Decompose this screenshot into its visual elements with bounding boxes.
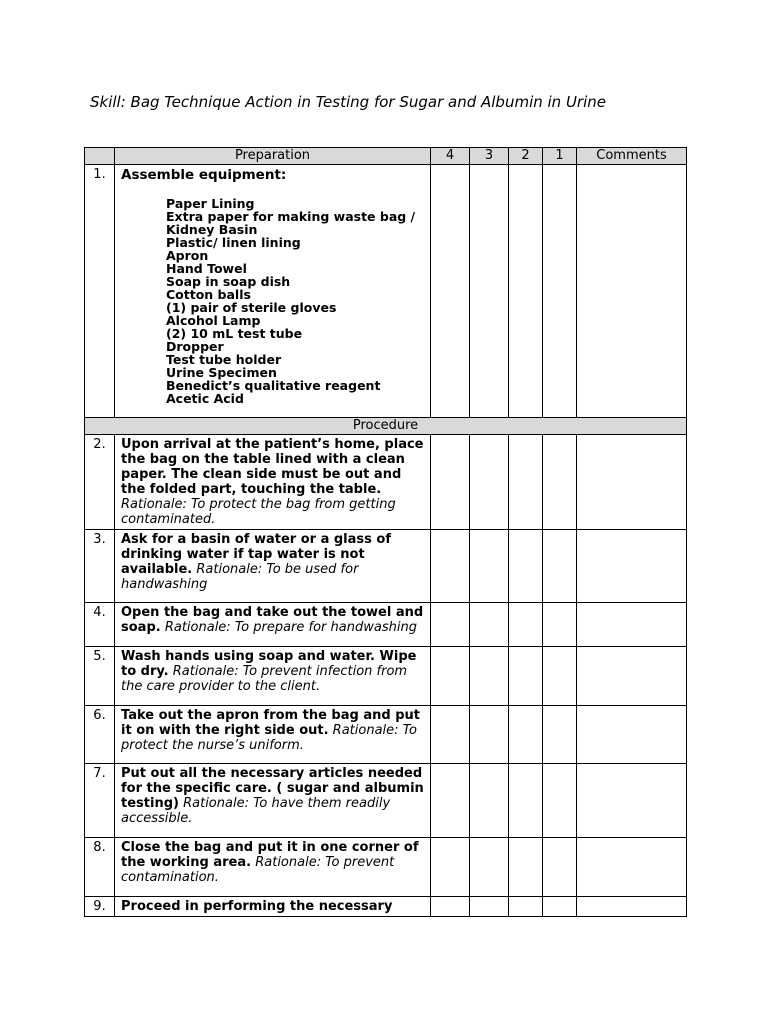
score-cell-4[interactable] [431, 838, 470, 897]
step-cell [115, 530, 431, 603]
score-cell-4[interactable] [431, 647, 470, 706]
score-cell-2[interactable] [509, 897, 543, 917]
procedure-section-row [85, 418, 687, 435]
table-row-equipment [85, 165, 687, 418]
score-cell-2[interactable] [509, 435, 543, 530]
header-score-2: 2 [509, 148, 543, 165]
score-cell-4[interactable] [431, 706, 470, 764]
step-rationale: Rationale: To prepare for handwashing [164, 620, 417, 635]
step-rationale: Rationale: To prevent contamination. [121, 855, 395, 885]
table-header-row [85, 148, 687, 165]
score-cell-3[interactable] [470, 530, 509, 603]
step-text: Close the bag and put it in one corner of the working area. [121, 840, 419, 870]
equipment-item: Soap in soap dish [166, 274, 291, 289]
row-number: 9. [85, 897, 115, 917]
comments-cell[interactable] [577, 603, 687, 647]
equipment-item: Hand Towel [166, 261, 247, 276]
equipment-item: Apron [166, 248, 209, 263]
equipment-item: (2) 10 mL test tube [166, 326, 303, 341]
score-cell-3[interactable] [470, 603, 509, 647]
score-cell-2[interactable] [509, 706, 543, 764]
comments-cell[interactable] [577, 706, 687, 764]
header-comments: Comments [577, 148, 687, 165]
step-cell [115, 647, 431, 706]
table-row [85, 764, 687, 838]
header-preparation: Preparation [115, 148, 431, 165]
score-cell-1[interactable] [543, 530, 577, 603]
header-score-4: 4 [431, 148, 470, 165]
score-cell-1[interactable] [543, 764, 577, 838]
score-cell-4[interactable] [431, 165, 470, 418]
score-cell-2[interactable] [509, 165, 543, 418]
equipment-list [166, 197, 424, 405]
row-number: 7. [85, 764, 115, 838]
table-row [85, 530, 687, 603]
equipment-item: Dropper [166, 339, 224, 354]
table-row [85, 838, 687, 897]
comments-cell[interactable] [577, 897, 687, 917]
equipment-item: Urine Specimen [166, 365, 277, 380]
score-cell-1[interactable] [543, 435, 577, 530]
step-text: Ask for a basin of water or a glass of drinking water if tap water is not available. [121, 532, 391, 577]
header-score-1: 1 [543, 148, 577, 165]
step-text: Open the bag and take out the towel and soap. [121, 605, 424, 635]
score-cell-1[interactable] [543, 897, 577, 917]
score-cell-1[interactable] [543, 647, 577, 706]
document-title: Skill: Bag Technique Action in Testing for Sugar and Albumin in Urine [90, 93, 607, 111]
score-cell-3[interactable] [470, 706, 509, 764]
equipment-cell [115, 165, 431, 418]
table-row [85, 435, 687, 530]
equipment-item: (1) pair of sterile gloves [166, 300, 337, 315]
score-cell-1[interactable] [543, 603, 577, 647]
step-cell [115, 838, 431, 897]
score-cell-2[interactable] [509, 764, 543, 838]
equipment-item: Test tube holder [166, 352, 282, 367]
score-cell-3[interactable] [470, 897, 509, 917]
equipment-item: Acetic Acid [166, 391, 244, 406]
score-cell-1[interactable] [543, 165, 577, 418]
table-row [85, 897, 687, 917]
step-rationale: Rationale: To have them readily accessible. [121, 796, 391, 826]
score-cell-2[interactable] [509, 603, 543, 647]
equipment-item: Alcohol Lamp [166, 313, 261, 328]
step-rationale: Rationale: To protect the nurse’s uniform. [121, 723, 417, 753]
step-text: Wash hands using soap and water. Wipe to dry. [121, 649, 417, 679]
step-text: Take out the apron from the bag and put it on with the right side out. [121, 708, 420, 738]
score-cell-3[interactable] [470, 435, 509, 530]
step-cell [115, 897, 431, 917]
step-text: Put out all the necessary articles needed for the specific care. ( sugar and albumin testing) [121, 766, 424, 811]
score-cell-4[interactable] [431, 603, 470, 647]
row-number: 5. [85, 647, 115, 706]
row-number: 4. [85, 603, 115, 647]
step-cell [115, 706, 431, 764]
step-rationale: Rationale: To protect the bag from getting contaminated. [121, 497, 396, 527]
score-cell-4[interactable] [431, 435, 470, 530]
score-cell-1[interactable] [543, 838, 577, 897]
table-row [85, 706, 687, 764]
comments-cell[interactable] [577, 647, 687, 706]
step-rationale: Rationale: To be used for handwashing [121, 562, 359, 592]
table-row [85, 603, 687, 647]
equipment-item: Paper Lining [166, 196, 255, 211]
comments-cell[interactable] [577, 838, 687, 897]
row-number: 1. [85, 165, 115, 418]
score-cell-3[interactable] [470, 647, 509, 706]
equipment-item: Cotton balls [166, 287, 251, 302]
row-number: 3. [85, 530, 115, 603]
row-number: 2. [85, 435, 115, 530]
skill-checklist-table [84, 147, 687, 917]
score-cell-2[interactable] [509, 647, 543, 706]
score-cell-2[interactable] [509, 838, 543, 897]
score-cell-4[interactable] [431, 897, 470, 917]
step-text: Upon arrival at the patient’s home, place the bag on the table lined with a clean paper. The clean side must be out and the folded part, touching the table. [121, 437, 424, 497]
step-cell [115, 435, 431, 530]
comments-cell[interactable] [577, 165, 687, 418]
table-row [85, 647, 687, 706]
score-cell-4[interactable] [431, 530, 470, 603]
header-number [85, 148, 115, 165]
score-cell-1[interactable] [543, 706, 577, 764]
score-cell-3[interactable] [470, 165, 509, 418]
procedure-heading: Procedure [85, 418, 687, 435]
equipment-item: Benedict’s qualitative reagent [166, 378, 381, 393]
step-cell [115, 764, 431, 838]
equipment-item: Extra paper for making waste bag / Kidney Basin [166, 209, 416, 237]
comments-cell[interactable] [577, 530, 687, 603]
step-text: Proceed in performing the necessary [121, 899, 393, 914]
row-number: 8. [85, 838, 115, 897]
score-cell-3[interactable] [470, 838, 509, 897]
score-cell-2[interactable] [509, 530, 543, 603]
score-cell-4[interactable] [431, 764, 470, 838]
score-cell-3[interactable] [470, 764, 509, 838]
equipment-item: Plastic/ linen lining [166, 235, 301, 250]
step-cell [115, 603, 431, 647]
comments-cell[interactable] [577, 764, 687, 838]
equipment-heading: Assemble equipment: [121, 167, 287, 183]
step-rationale: Rationale: To prevent infection from the care provider to the client. [121, 664, 408, 694]
comments-cell[interactable] [577, 435, 687, 530]
header-score-3: 3 [470, 148, 509, 165]
row-number: 6. [85, 706, 115, 764]
